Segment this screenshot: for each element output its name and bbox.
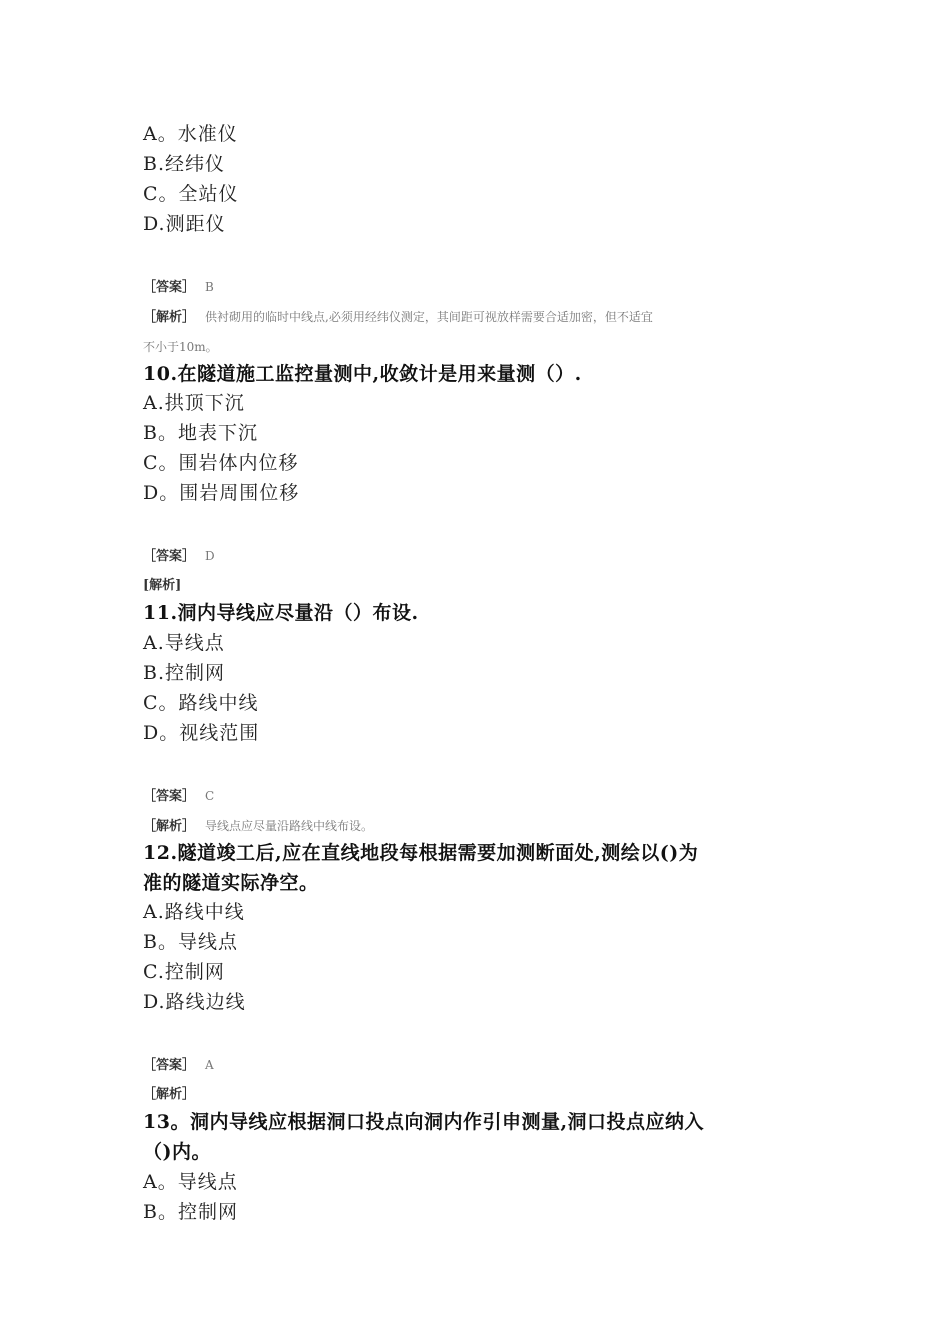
q11-answer-line (143, 787, 214, 806)
q10-option-c: C。围岩体内位移 (143, 452, 299, 474)
q12-answer-line (143, 1056, 214, 1075)
analysis-text: 供衬砌用的临时中线点,必须用经纬仪测定，其间距可视放样需要合适加密，但不适宜 (205, 310, 653, 324)
analysis-tag: ［解析］ (143, 1087, 196, 1102)
answer-tag: ［答案］ (143, 789, 196, 804)
analysis-tag: ［解析］ (143, 819, 196, 834)
answer-tag: ［答案］ (143, 549, 196, 564)
q11-option-a: A.导线点 (143, 632, 225, 654)
q12-option-d: D.路线边线 (143, 991, 246, 1013)
question-11-title: 11.洞内导线应尽量沿（）布设. (143, 602, 419, 624)
q10-option-b: B。地表下沉 (143, 422, 258, 444)
analysis-line (143, 308, 653, 327)
question-12-title: 12.隧道竣工后,应在直线地段每根据需要加测断面处,测绘以()为 (143, 842, 699, 864)
q11-analysis-line (143, 817, 373, 836)
q10-analysis-line (143, 577, 181, 595)
q12-option-c: C.控制网 (143, 961, 225, 983)
q12-option-a: A.路线中线 (143, 901, 245, 923)
option-b: B.经纬仪 (143, 153, 226, 175)
analysis-tag: [解析] (143, 578, 182, 593)
q11-option-d: D。视线范围 (143, 722, 260, 744)
question-13-title: 13。洞内导线应根据洞口投点向洞内作引申测量,洞口投点应纳入 (143, 1111, 705, 1133)
analysis-tag: ［解析］ (143, 310, 196, 325)
question-13-title-continued: （)内。 (143, 1141, 211, 1163)
answer-line (143, 278, 214, 297)
q10-option-a: A.拱顶下沉 (143, 392, 245, 414)
q12-analysis-line (143, 1086, 195, 1104)
q10-option-d: D。围岩周围位移 (143, 482, 300, 504)
question-12-title-continued: 准的隧道实际净空。 (143, 872, 319, 894)
q11-option-b: B.控制网 (143, 662, 226, 684)
option-c: C。全站仪 (143, 183, 239, 205)
q13-option-b: B。控制网 (143, 1201, 238, 1223)
q11-option-c: C。路线中线 (143, 692, 259, 714)
analysis-text: 导线点应尽量沿路线中线布设。 (205, 819, 374, 833)
answer-value: D (205, 549, 215, 563)
q12-option-b: B。导线点 (143, 931, 238, 953)
question-10-title: 10.在隧道施工监控量测中,收敛计是用来量测（）. (143, 363, 582, 385)
answer-tag: ［答案］ (143, 280, 196, 295)
q10-answer-line (143, 547, 215, 566)
answer-value: A (205, 1058, 214, 1072)
analysis-text-continued: 不小于10m。 (143, 340, 218, 354)
q13-option-a: A。导线点 (143, 1171, 238, 1193)
answer-tag: ［答案］ (143, 1058, 196, 1073)
option-a: A。水准仪 (143, 123, 238, 145)
answer-value: B (205, 280, 214, 294)
option-d: D.测距仪 (143, 213, 226, 235)
answer-value: C (205, 789, 215, 803)
